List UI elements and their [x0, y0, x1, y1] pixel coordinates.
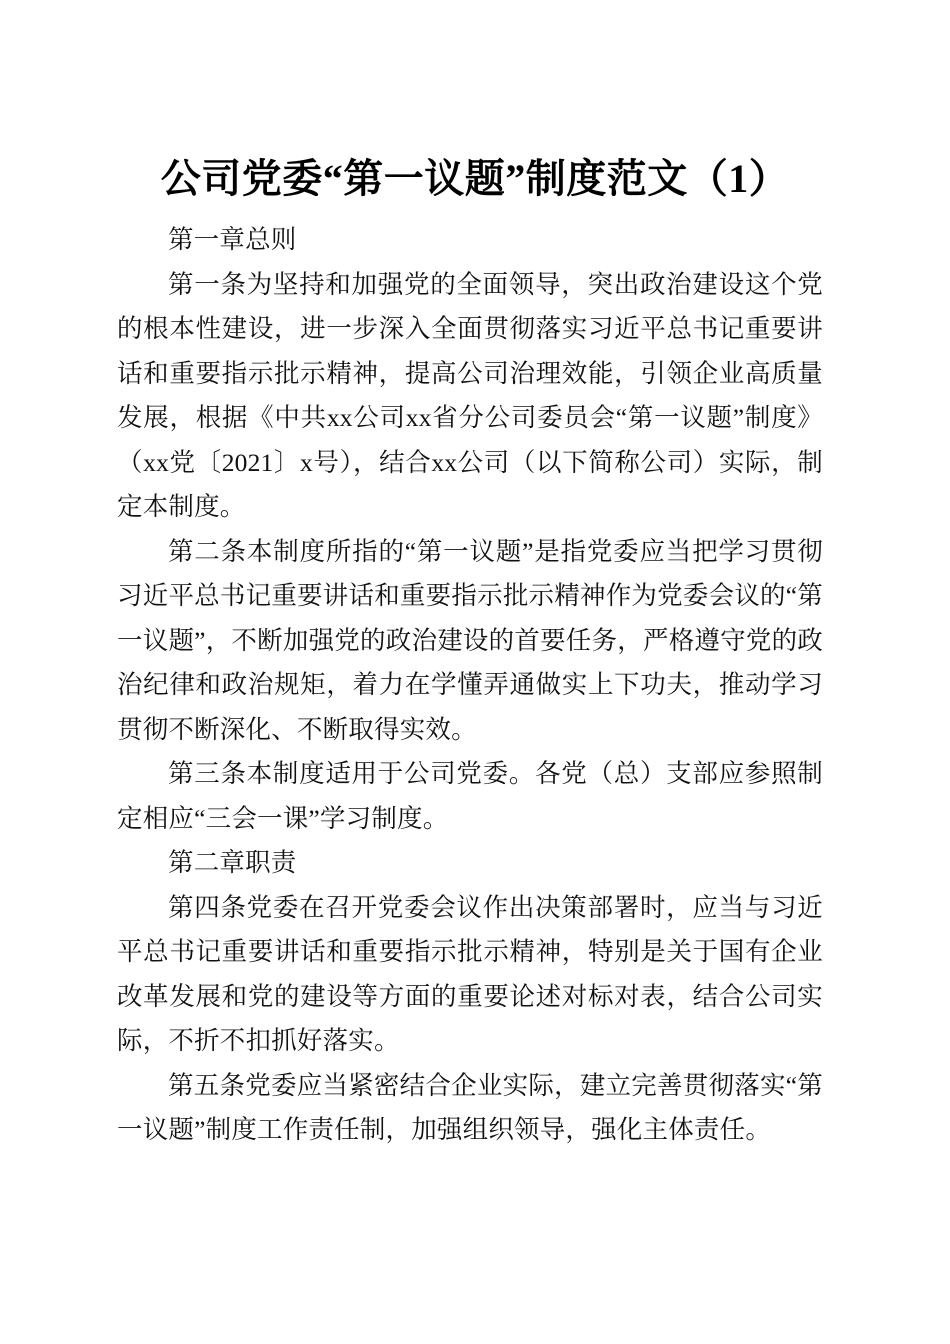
paragraph-chapter-two-heading: 第二章职责: [168, 848, 297, 877]
paragraph-article-two: 第二条本制度所指的“第一议题”是指党委应当把学习贯彻习近平总书记重要讲话和重要指示批示精神作为党委会议的“第一议题”，不断加强党的政治建设的首要任务，严格遵守党的政治纪律和政治规矩，着力在学懂弄通做实上下功夫，推动学习贯彻不断深化、不断取得实效。: [117, 536, 823, 744]
paragraph-article-five: 第五条党委应当紧密结合企业实际，建立完善贯彻落实“第一议题”制度工作责任制，加强组织领导，强化主体责任。: [117, 1070, 823, 1144]
paragraph-article-one: 第一条为坚持和加强党的全面领导，突出政治建设这个党的根本性建设，进一步深入全面贯彻落实习近平总书记重要讲话和重要指示批示精神，提高公司治理效能，引领企业高质量发展，根据《中共xx公司xx省分公司委员会“第一议题”制度》（xx党〔2021〕x号），结合xx公司（以下简称公司）实际，制定本制度。: [117, 269, 823, 521]
paragraph-article-three: 第三条本制度适用于公司党委。各党（总）支部应参照制定相应“三会一课”学习制度。: [117, 759, 823, 833]
page-title: 公司党委“第一议题”制度范文（1）: [160, 155, 790, 201]
paragraph-chapter-one-heading: 第一章总则: [168, 225, 297, 254]
document-body: [117, 218, 823, 1153]
paragraph-article-four: 第四条党委在召开党委会议作出决策部署时，应当与习近平总书记重要讲话和重要指示批示精神，特别是关于国有企业改革发展和党的建设等方面的重要论述对标对表，结合公司实际，不折不扣抓好落实。: [117, 892, 823, 1055]
